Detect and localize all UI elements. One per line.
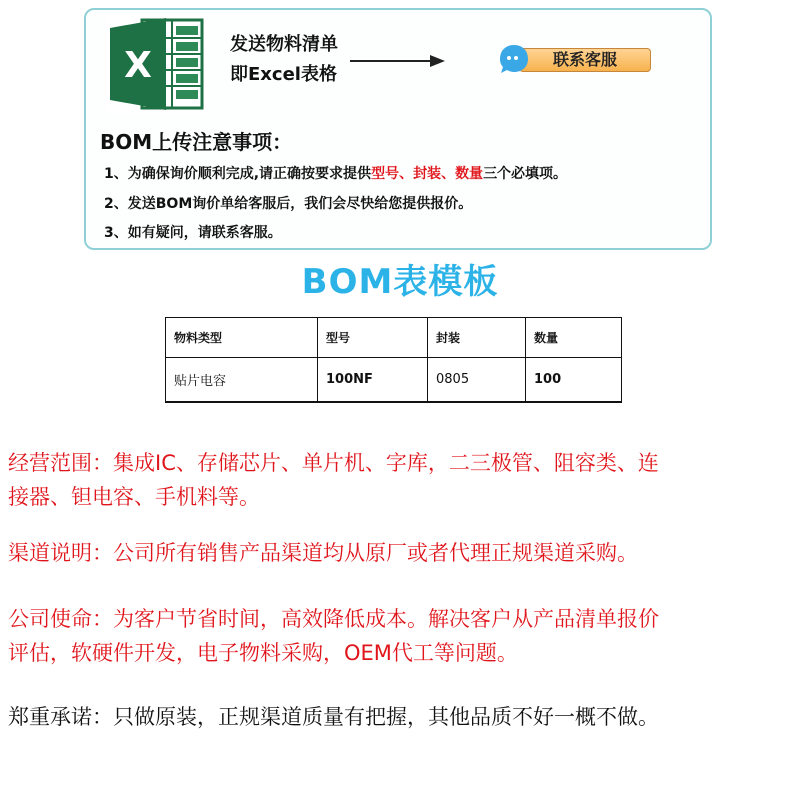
arrow-right-icon — [350, 54, 445, 68]
cell-quantity: 100 — [526, 358, 622, 402]
header-material-type: 物料类型 — [166, 318, 318, 358]
note-item-2: 2、发送BOM询价单给客服后，我们会尽快给您提供报价。 — [104, 196, 473, 212]
table-row — [166, 358, 622, 402]
business-scope-line-1: 经营范围：集成IC、存储芯片、单片机、字库，二三极管、阻容类、连 — [8, 451, 659, 475]
company-mission-line-1: 公司使命：为客户节省时间，高效降低成本。解决客户从产品清单报价 — [8, 607, 659, 631]
caption-line-2: 即Excel表格 — [230, 64, 337, 85]
company-mission — [8, 602, 796, 670]
contact-service-button[interactable] — [497, 42, 657, 76]
header-quantity: 数量 — [526, 318, 622, 358]
bom-template-title: BOM表模板 — [301, 262, 499, 302]
caption-line-1: 发送物料清单 — [230, 34, 338, 55]
notes-title: BOM上传注意事项： — [100, 130, 293, 154]
note-1-model: 型号 — [371, 166, 400, 182]
cell-package: 0805 — [428, 358, 526, 402]
business-scope-line-2: 接器、钽电容、手机料等。 — [8, 485, 260, 509]
note-1-package: 封装 — [413, 166, 442, 182]
note-1-suffix: 三个必填项。 — [483, 166, 568, 182]
cell-model: 100NF — [318, 358, 428, 402]
bom-template-table — [165, 317, 622, 403]
note-1-prefix: 1、为确保询价顺利完成,请正确按要求提供 — [104, 166, 372, 182]
note-item-1 — [104, 163, 567, 183]
contact-service-label: 联系客服 — [519, 48, 651, 72]
excel-icon — [106, 14, 208, 114]
note-1-sep2: 、 — [441, 166, 456, 182]
company-mission-line-2: 评估，软硬件开发，电子物料采购，OEM代工等问题。 — [8, 641, 518, 665]
cell-material-type: 贴片电容 — [166, 358, 318, 402]
note-item-3: 3、如有疑问，请联系客服。 — [104, 225, 282, 241]
note-1-quantity: 数量 — [455, 166, 484, 182]
business-scope — [8, 446, 796, 514]
header-model: 型号 — [318, 318, 428, 358]
chat-bubble-icon — [497, 42, 531, 76]
table-header-row — [166, 318, 622, 358]
note-1-sep1: 、 — [399, 166, 414, 182]
solemn-promise: 郑重承诺：只做原装，正规渠道质量有把握，其他品质不好一概不做。 — [8, 705, 659, 729]
header-package: 封装 — [428, 318, 526, 358]
send-bom-caption — [230, 30, 338, 90]
svg-text:X: X — [124, 45, 152, 86]
channel-statement: 渠道说明：公司所有销售产品渠道均从原厂或者代理正规渠道采购。 — [8, 541, 638, 565]
